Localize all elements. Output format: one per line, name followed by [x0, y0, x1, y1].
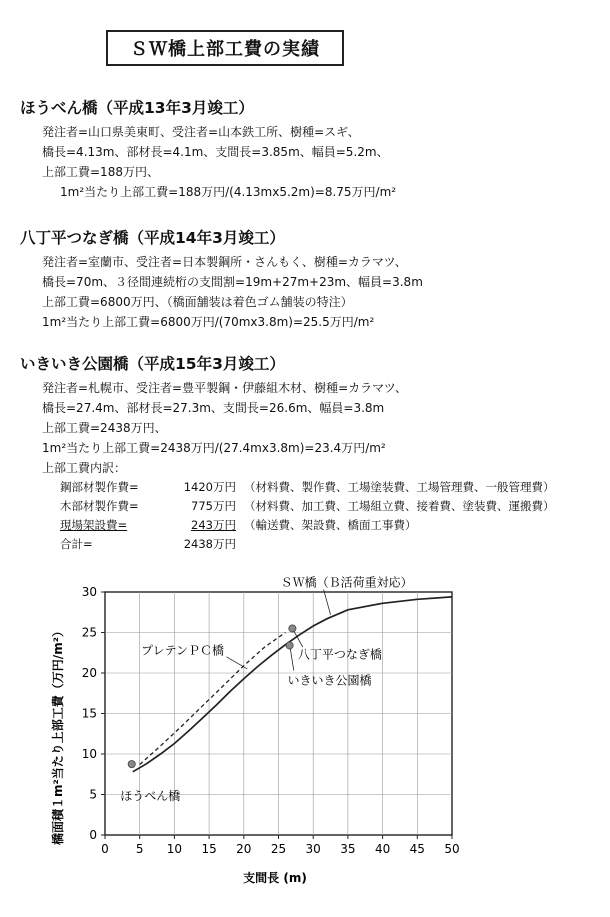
breakdown-label: 木部材製作費=	[60, 499, 139, 513]
point-label-ikiiki-park-bridge: いきいき公園橋	[287, 673, 372, 688]
y-tick-label: 15	[81, 706, 97, 721]
section-heading: ほうべん橋（平成13年3月竣工）	[20, 99, 254, 117]
x-tick-label: 25	[270, 842, 287, 856]
series-label-pretension-pc-bridge: プレテンＰＣ橋	[141, 643, 225, 658]
x-tick-label: 30	[305, 842, 321, 856]
series-leader-sw-bridge	[324, 590, 331, 615]
text-line: 上部工費=2438万円、	[42, 421, 167, 435]
text-line: 橋長=70m、３径間連続桁の支間割=19m+27m+23m、幅員=3.8m	[42, 275, 423, 289]
x-tick-label: 45	[409, 842, 425, 856]
x-tick-label: 10	[166, 842, 183, 856]
breakdown-label: 合計=	[60, 537, 93, 551]
y-axis-label: 橋面積１m²当たり上部工費（万円/m²）	[51, 625, 65, 845]
x-tick-label: 35	[340, 842, 356, 856]
y-tick-label: 0	[89, 828, 97, 842]
breakdown-label: 鋼部材製作費=	[60, 480, 139, 494]
y-tick-label: 30	[81, 585, 97, 599]
text-line: 橋長=4.13m、部材長=4.1m、支間長=3.85m、幅員=5.2m、	[42, 145, 389, 159]
text-line: 発注者=山口県美東町、受注者=山本鉄工所、樹種=スギ、	[42, 125, 360, 139]
cost-breakdown-row	[20, 516, 600, 535]
breakdown-value: 243万円	[191, 518, 236, 532]
point-ikiiki-park-bridge	[286, 642, 293, 649]
series-label-sw-bridge: ＳＷ橋（Ｂ活荷重対応）	[280, 575, 413, 590]
text-line: 1m²当たり上部工費=2438万円/(27.4mx3.8m)=23.4万円/m²	[42, 441, 386, 455]
point-label-hacchoudaira-bridge: 八丁平つなぎ橋	[297, 647, 382, 662]
point-label-houben-bridge: ほうべん橋	[120, 789, 181, 804]
x-axis-label: 支間長 (m)	[243, 871, 307, 885]
breakdown-note: （材料費、製作費、工場塗装費、工場管理費、一般管理費）	[244, 480, 555, 494]
text-line: 発注者=札幌市、受注者=豊平製鋼・伊藤組木材、樹種=カラマツ、	[42, 381, 407, 395]
cost-breakdown-row	[20, 478, 600, 497]
breakdown-value: 775万円	[191, 499, 236, 513]
text-line: 上部工費=6800万円、（橋面舗装は着色ゴム舗装の特注）	[42, 295, 353, 309]
y-tick-label: 5	[89, 787, 97, 802]
breakdown-note: （材料費、加工費、工場組立費、接着費、塗装費、運搬費）	[244, 499, 555, 513]
x-tick-label: 15	[201, 842, 217, 856]
point-leader-ikiiki-park-bridge	[290, 649, 293, 671]
x-tick-label: 20	[236, 842, 252, 856]
cost-breakdown-row	[20, 497, 600, 516]
text-line: 1m²当たり上部工費=6800万円/(70mx3.8m)=25.5万円/m²	[42, 315, 375, 329]
text-line: 上部工費=188万円、	[42, 165, 159, 179]
chart-svg	[40, 570, 480, 890]
section-heading: 八丁平つなぎ橋（平成14年3月竣工）	[20, 229, 285, 247]
text-line: 1m²当たり上部工費=188万円/(4.13mx5.2m)=8.75万円/m²	[60, 185, 397, 199]
x-tick-label: 0	[101, 842, 109, 856]
x-tick-label: 50	[444, 842, 460, 856]
section-hacchoudaira-bridge	[20, 226, 600, 332]
section-houben-bridge	[20, 96, 600, 202]
y-tick-label: 10	[81, 747, 97, 761]
breakdown-value: 2438万円	[183, 537, 236, 551]
breakdown-note: （輸送費、架設費、橋面工事費）	[244, 518, 417, 532]
text-line: 上部工費内訳：	[42, 461, 127, 475]
section-ikiiki-park-bridge	[20, 352, 600, 554]
point-houben-bridge	[128, 761, 135, 768]
cost-vs-span-chart	[40, 570, 480, 894]
y-tick-label: 20	[81, 666, 97, 680]
x-tick-label: 40	[374, 842, 391, 856]
breakdown-label: 現場架設費=	[60, 518, 128, 532]
y-tick-label: 25	[81, 625, 97, 640]
breakdown-value: 1420万円	[183, 480, 236, 494]
text-line: 発注者=室蘭市、受注者=日本製鋼所・さんもく、樹種=カラマツ、	[42, 255, 407, 269]
x-tick-label: 5	[135, 842, 144, 856]
document-title: ＳＷ橋上部工費の実績	[106, 30, 344, 66]
section-heading: いきいき公園橋（平成15年3月竣工）	[20, 355, 285, 373]
text-line: 橋長=27.4m、部材長=27.3m、支間長=26.6m、幅員=3.8m	[42, 401, 385, 415]
cost-breakdown-total	[20, 535, 600, 554]
series-leader-pretension-pc-bridge	[226, 657, 247, 669]
point-hacchoudaira-bridge	[289, 625, 296, 632]
